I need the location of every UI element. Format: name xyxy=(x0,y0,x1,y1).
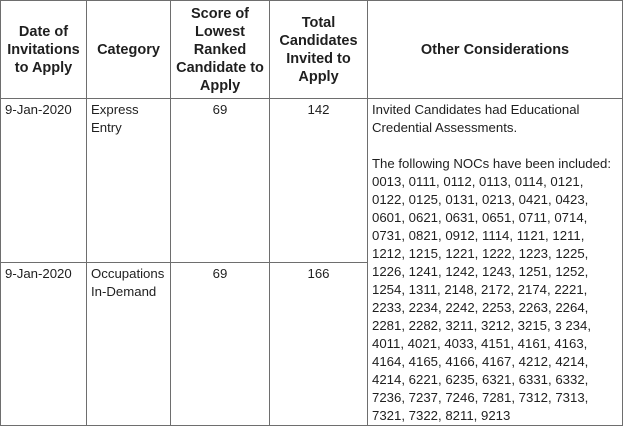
header-score: Score of Lowest Ranked Candidate to Apply xyxy=(171,1,270,99)
row-total: 166 xyxy=(270,262,368,426)
header-other-considerations: Other Considerations xyxy=(368,1,623,99)
row-category: Express Entry xyxy=(87,99,171,263)
considerations-paragraph-eca: Invited Candidates had Educational Credential Assessments. xyxy=(372,102,580,135)
header-date: Date of Invitations to Apply xyxy=(1,1,87,99)
table-row xyxy=(1,99,623,263)
row-total: 142 xyxy=(270,99,368,263)
considerations-paragraph-nocs: The following NOCs have been included: 0013, 0111, 0112, 0113, 0114, 0121, 0122, 0125, 0131, 0213, 0421, 0423, 0601, 0621, 0631, 0651, 0711, 0714, 0731, 0821, 0912, 1114, 1121, 1211, 1212, 1215, 1221, 1222, 1223, 1225, 1226, 1241, 1242, 1243, 1251, 1252, 1254, 1311, 2148, 2172, 2174, 2221, 2233, 2234, 2242, 2253, 2263, 2264, 2281, 2282, 3211, 3212, 3215, 3 234, 4011, 4021, 4033, 4151, 4161, 4163, 4164, 4165, 4166, 4167, 4212, 4214, 4214, 6221, 6235, 6321, 6331, 6332, 7236, 7237, 7246, 7281, 7312, 7313, 7321, 7322, 8211, 9213 xyxy=(372,156,611,423)
header-category: Category xyxy=(87,1,171,99)
row-category: Occupations In-Demand xyxy=(87,262,171,426)
other-considerations-cell xyxy=(368,99,623,426)
row-score: 69 xyxy=(171,262,270,426)
row-date: 9-Jan-2020 xyxy=(1,262,87,426)
header-total: Total Candidates Invited to Apply xyxy=(270,1,368,99)
row-date: 9-Jan-2020 xyxy=(1,99,87,263)
table-header-row xyxy=(1,1,623,99)
row-score: 69 xyxy=(171,99,270,263)
